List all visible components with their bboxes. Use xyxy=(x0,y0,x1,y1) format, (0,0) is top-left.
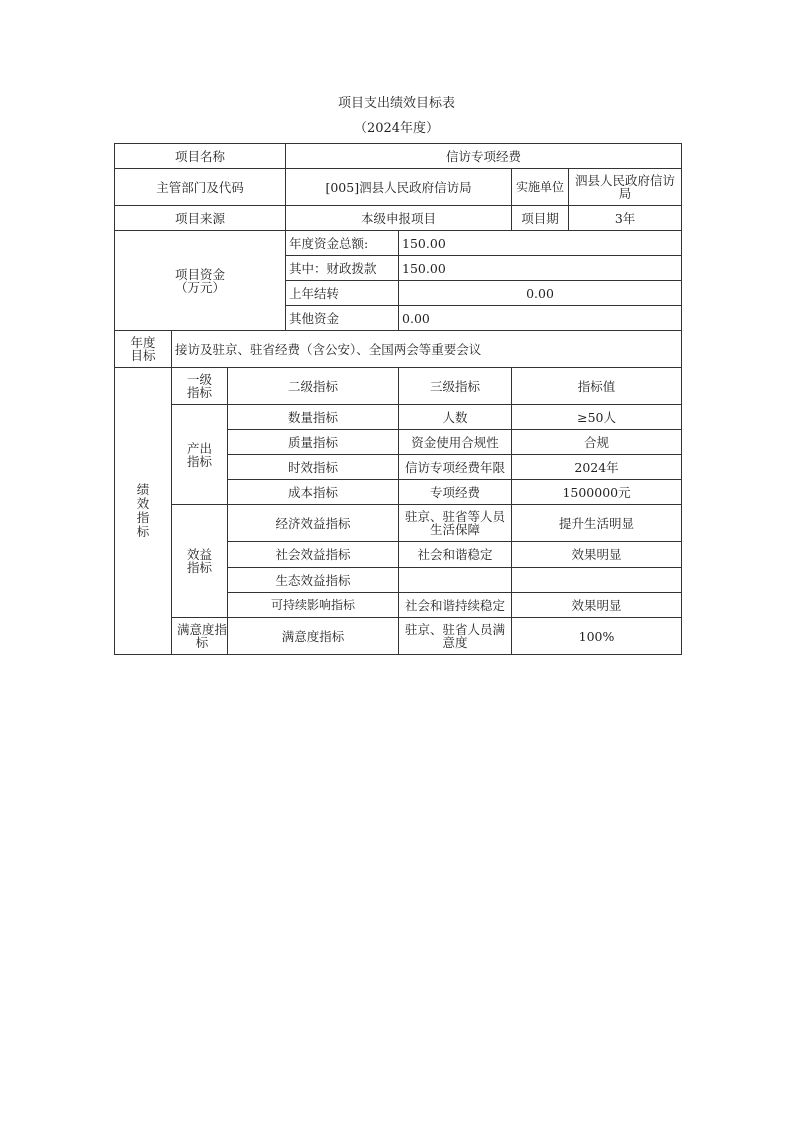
indicators-section-label: 绩效指标 xyxy=(115,368,172,655)
level3-cell: 专项经费 xyxy=(399,480,512,505)
level3-cell: 信访专项经费年限 xyxy=(399,455,512,480)
source-value: 本级申报项目 xyxy=(286,206,512,231)
table-row xyxy=(115,405,682,430)
row-project-source xyxy=(115,206,682,231)
funds-row-value: 0.00 xyxy=(399,306,682,331)
project-name-value: 信访专项经费 xyxy=(286,144,682,169)
value-cell: 效果明显 xyxy=(512,542,682,568)
goal-text: 接访及驻京、驻省经费（含公安）、全国两会等重要会议 xyxy=(172,331,682,368)
funds-row-value: 150.00 xyxy=(399,256,682,281)
level2-cell: 可持续影响指标 xyxy=(228,593,399,618)
funds-row-label: 其他资金 xyxy=(286,306,399,331)
header-level2: 二级指标 xyxy=(228,368,399,405)
value-cell: 100% xyxy=(512,618,682,655)
dept-value: [005]泗县人民政府信访局 xyxy=(286,169,512,206)
value-cell: 2024年 xyxy=(512,455,682,480)
funds-label-line2: （万元） xyxy=(175,279,226,295)
goal-label: 年度目标 xyxy=(115,331,172,368)
row-annual-goal xyxy=(115,331,682,368)
table-title: 项目支出绩效目标表 xyxy=(337,96,455,111)
level2-cell: 数量指标 xyxy=(228,405,399,430)
level3-cell: 驻京、驻省人员满意度 xyxy=(399,618,512,655)
funds-label-line1: 项目资金 xyxy=(175,266,226,282)
level3-cell: 社会和谐稳定 xyxy=(399,542,512,568)
funds-row-label: 年度资金总额: xyxy=(286,231,399,256)
funds-row-value: 150.00 xyxy=(399,231,682,256)
performance-target-table xyxy=(114,143,682,655)
row-project-name xyxy=(115,144,682,169)
output-indicator-label: 产出指标 xyxy=(172,405,228,505)
level3-cell xyxy=(399,568,512,593)
level2-cell: 成本指标 xyxy=(228,480,399,505)
funds-label xyxy=(115,231,286,331)
table-row xyxy=(115,505,682,542)
value-cell xyxy=(512,568,682,593)
header-level1: 一级指标 xyxy=(172,368,228,405)
value-cell: 合规 xyxy=(512,430,682,455)
header-level3: 三级指标 xyxy=(399,368,512,405)
funds-row-label: 其中：财政拨款 xyxy=(286,256,399,281)
level2-cell: 生态效益指标 xyxy=(228,568,399,593)
dept-label: 主管部门及代码 xyxy=(115,169,286,206)
impl-unit-value: 泗县人民政府信访局 xyxy=(569,169,682,206)
level2-cell: 满意度指标 xyxy=(228,618,399,655)
value-cell: ≥50人 xyxy=(512,405,682,430)
satisfaction-indicator-label: 满意度指标 xyxy=(172,618,228,655)
value-cell: 1500000元 xyxy=(512,480,682,505)
table-row xyxy=(115,618,682,655)
value-cell: 效果明显 xyxy=(512,593,682,618)
row-funds-total xyxy=(115,231,682,256)
period-value: 3年 xyxy=(569,206,682,231)
impl-unit-label: 实施单位 xyxy=(512,169,569,206)
level2-cell: 社会效益指标 xyxy=(228,542,399,568)
period-label: 项目期 xyxy=(512,206,569,231)
header-value: 指标值 xyxy=(512,368,682,405)
level2-cell: 质量指标 xyxy=(228,430,399,455)
project-name-label: 项目名称 xyxy=(115,144,286,169)
level3-cell: 驻京、驻省等人员生活保障 xyxy=(399,505,512,542)
row-department xyxy=(115,169,682,206)
row-indicator-header xyxy=(115,368,682,405)
level3-cell: 人数 xyxy=(399,405,512,430)
level2-cell: 时效指标 xyxy=(228,455,399,480)
level2-cell: 经济效益指标 xyxy=(228,505,399,542)
level3-cell: 资金使用合规性 xyxy=(399,430,512,455)
table-subtitle: （2024年度） xyxy=(353,121,440,136)
value-cell: 提升生活明显 xyxy=(512,505,682,542)
level3-cell: 社会和谐持续稳定 xyxy=(399,593,512,618)
source-label: 项目来源 xyxy=(115,206,286,231)
funds-row-value: 0.00 xyxy=(399,281,682,306)
benefit-indicator-label: 效益指标 xyxy=(172,505,228,618)
funds-row-label: 上年结转 xyxy=(286,281,399,306)
